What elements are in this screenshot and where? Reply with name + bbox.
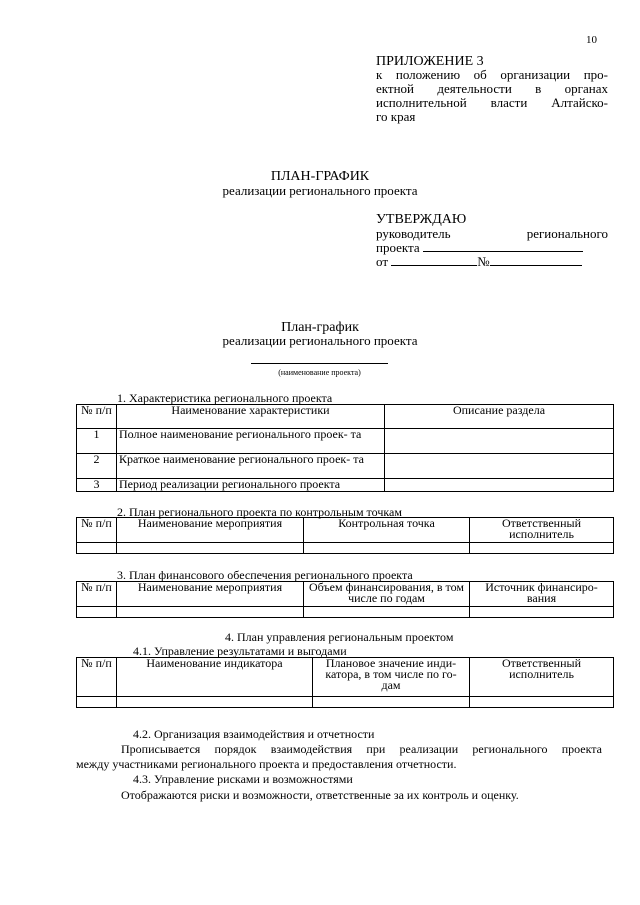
appendix-line: ектной деятельности в органах [376,81,608,96]
page-number: 10 [586,34,597,46]
approval-regional-label: регионального [526,226,608,241]
appendix-text [376,68,608,124]
approval-block [376,227,608,269]
financing-table [76,581,614,618]
col-checkpoint-header: Контрольная точка [304,518,470,543]
appendix-line: го края [376,109,416,124]
approval-date-blank [391,255,477,266]
col-responsible-header: Ответственный исполнитель [470,658,614,697]
empty-cell[interactable] [77,543,117,554]
project-name-line [251,363,388,364]
section4-3-title: 4.3. Управление рисками и возможностями [133,772,353,786]
empty-cell[interactable] [77,607,117,618]
col-number-header: № п/п [77,658,117,697]
empty-cell[interactable] [470,607,614,618]
table-header-row [77,658,614,697]
approval-title: УТВЕРЖДАЮ [376,212,467,227]
control-points-table [76,517,614,554]
empty-cell[interactable] [304,607,470,618]
empty-cell[interactable] [117,607,304,618]
empty-cell[interactable] [117,697,313,708]
schedule-title: ПЛАН-ГРАФИК [270,169,370,184]
table-row [77,479,614,492]
empty-cell[interactable] [117,543,304,554]
col-planned-value-header: Плановое значение инди- катора, в том числе по го- дам [313,658,470,697]
col-source-header: Источник финансиро- вания [470,582,614,607]
row-number: 2 [77,454,117,479]
col-activity-header: Наименование мероприятия [117,518,304,543]
row-number: 1 [77,429,117,454]
appendix-line: исполнительной власти Алтайско- [376,95,608,110]
plan-title: План-график [281,320,359,335]
approval-number-blank [490,255,582,266]
empty-cell[interactable] [304,543,470,554]
section4-title: 4. План управления региональным проектом [225,630,454,644]
row-description[interactable] [385,454,614,479]
table-header-row [77,518,614,543]
col-volume-header: Объем финансирования, в том числе по годам [304,582,470,607]
section2-title: 2. План регионального проекта по контрольным точкам [117,505,402,519]
row-description[interactable] [385,429,614,454]
section4-1-title: 4.1. Управление результатами и выгодами [133,644,347,658]
col-indicator-header: Наименование индикатора [117,658,313,697]
col-activity-header: Наименование мероприятия [117,582,304,607]
section4-2-text-line2: между участниками регионального проекта и предоставления отчетности. [76,757,457,771]
section1-title: 1. Характеристика регионального проекта [117,391,333,405]
plan-subtitle: реализации регионального проекта [222,333,418,348]
table-row [77,697,614,708]
schedule-subtitle: реализации регионального проекта [222,183,418,198]
row-name: Полное наименование регионального проек- та [117,429,385,454]
empty-cell[interactable] [77,697,117,708]
col-number-header: № п/п [77,518,117,543]
results-table [76,657,614,708]
table-header-row [77,582,614,607]
approval-project-blank [423,241,583,252]
row-description[interactable] [385,479,614,492]
section4-2-text-line1: Прописывается порядок взаимодействия при реализации регионального проекта [121,742,602,756]
empty-cell[interactable] [313,697,470,708]
section4-2-title: 4.2. Организация взаимодействия и отчетности [133,727,375,741]
col-name-header: Наименование характеристики [117,405,385,429]
section4-3-text: Отображаются риски и возможности, ответственные за их контроль и оценку. [121,788,519,802]
table-row [77,543,614,554]
characteristics-table [76,404,614,492]
approval-number-label: № [477,254,490,269]
appendix-line: к положению об организации про- [376,67,608,82]
table-row [77,454,614,479]
appendix-title: ПРИЛОЖЕНИЕ 3 [376,54,484,69]
approval-from-label: от [376,254,389,269]
col-description-header: Описание раздела [385,405,614,429]
row-name: Период реализации регионального проекта [117,479,385,492]
col-number-header: № п/п [77,405,117,429]
table-header-row [77,405,614,429]
col-number-header: № п/п [77,582,117,607]
table-row [77,607,614,618]
row-number: 3 [77,479,117,492]
table-row [77,429,614,454]
project-name-caption: (наименование проекта) [278,368,361,377]
empty-cell[interactable] [470,543,614,554]
approval-project-label: проекта [376,240,420,255]
col-responsible-header: Ответственный исполнитель [470,518,614,543]
section3-title: 3. План финансового обеспечения регионального проекта [117,568,413,582]
approval-head-label: руководитель [376,226,451,241]
row-name: Краткое наименование регионального проек- та [117,454,385,479]
empty-cell[interactable] [470,697,614,708]
